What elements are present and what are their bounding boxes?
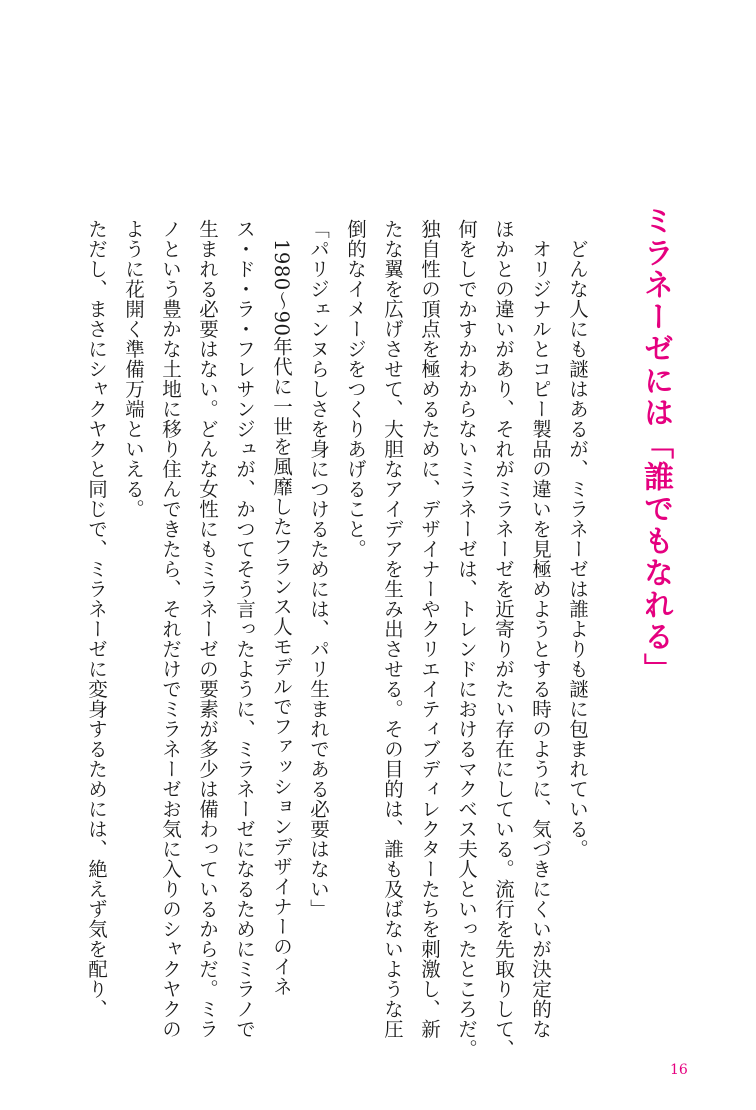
chapter-heading: ミラネーゼには「誰でもなれる」 [638,205,673,685]
body-text [78,219,596,1059]
page-number: 16 [670,1062,688,1078]
text-line: 1980～90年代に一世を風靡したフランス人モデルでファッションデザイナーのイネ [270,238,293,996]
text-line: ノという豊かな土地に移り住んできたら、それだけでミラネーゼお気に入りのシャクヤクの [159,219,182,1039]
text-line: たな翼を広げさせて、大胆なアイデアを生み出させる。その目的は、誰も及ばないような圧 [381,219,404,1039]
text-line: 生まれる必要はない。どんな女性にもミラネーゼの要素が多少は備わっているからだ。ミラ [196,219,219,1039]
text-line: ス・ド・ラ・フレサンジュが、かつてそう言ったように、ミラネーゼになるためにミラノで [233,219,256,1039]
text-line: ように花開く準備万端といえる。 [122,219,145,519]
text-line: ただし、まさにシャクヤクと同じで、ミラネーゼに変身するためには、絶えず気を配り、 [85,219,108,1019]
text-line: ほかとの違いがあり、それがミラネーゼを近寄りがたい存在にしている。流行を先取りして、 [492,219,515,1059]
text-line: どんな人にも謎はあるが、ミラネーゼは誰よりも謎に包まれている。 [566,238,589,859]
text-line: 「パリジェンヌらしさを身につけるためには、パリ生まれである必要はない」 [307,219,330,919]
text-line: オリジナルとコピー製品の違いを見極めようとする時のように、気づきにくいが決定的な [529,238,552,1039]
text-line: 独自性の頂点を極めるために、デザイナーやクリエイティブディレクターたちを刺激し、新 [418,219,441,1039]
text-line: 何をしでかすかわからないミラネーゼは、トレンドにおけるマクベス夫人といったところだ。 [455,219,478,1059]
text-line: 倒的なイメージをつくりあげること。 [344,219,367,559]
